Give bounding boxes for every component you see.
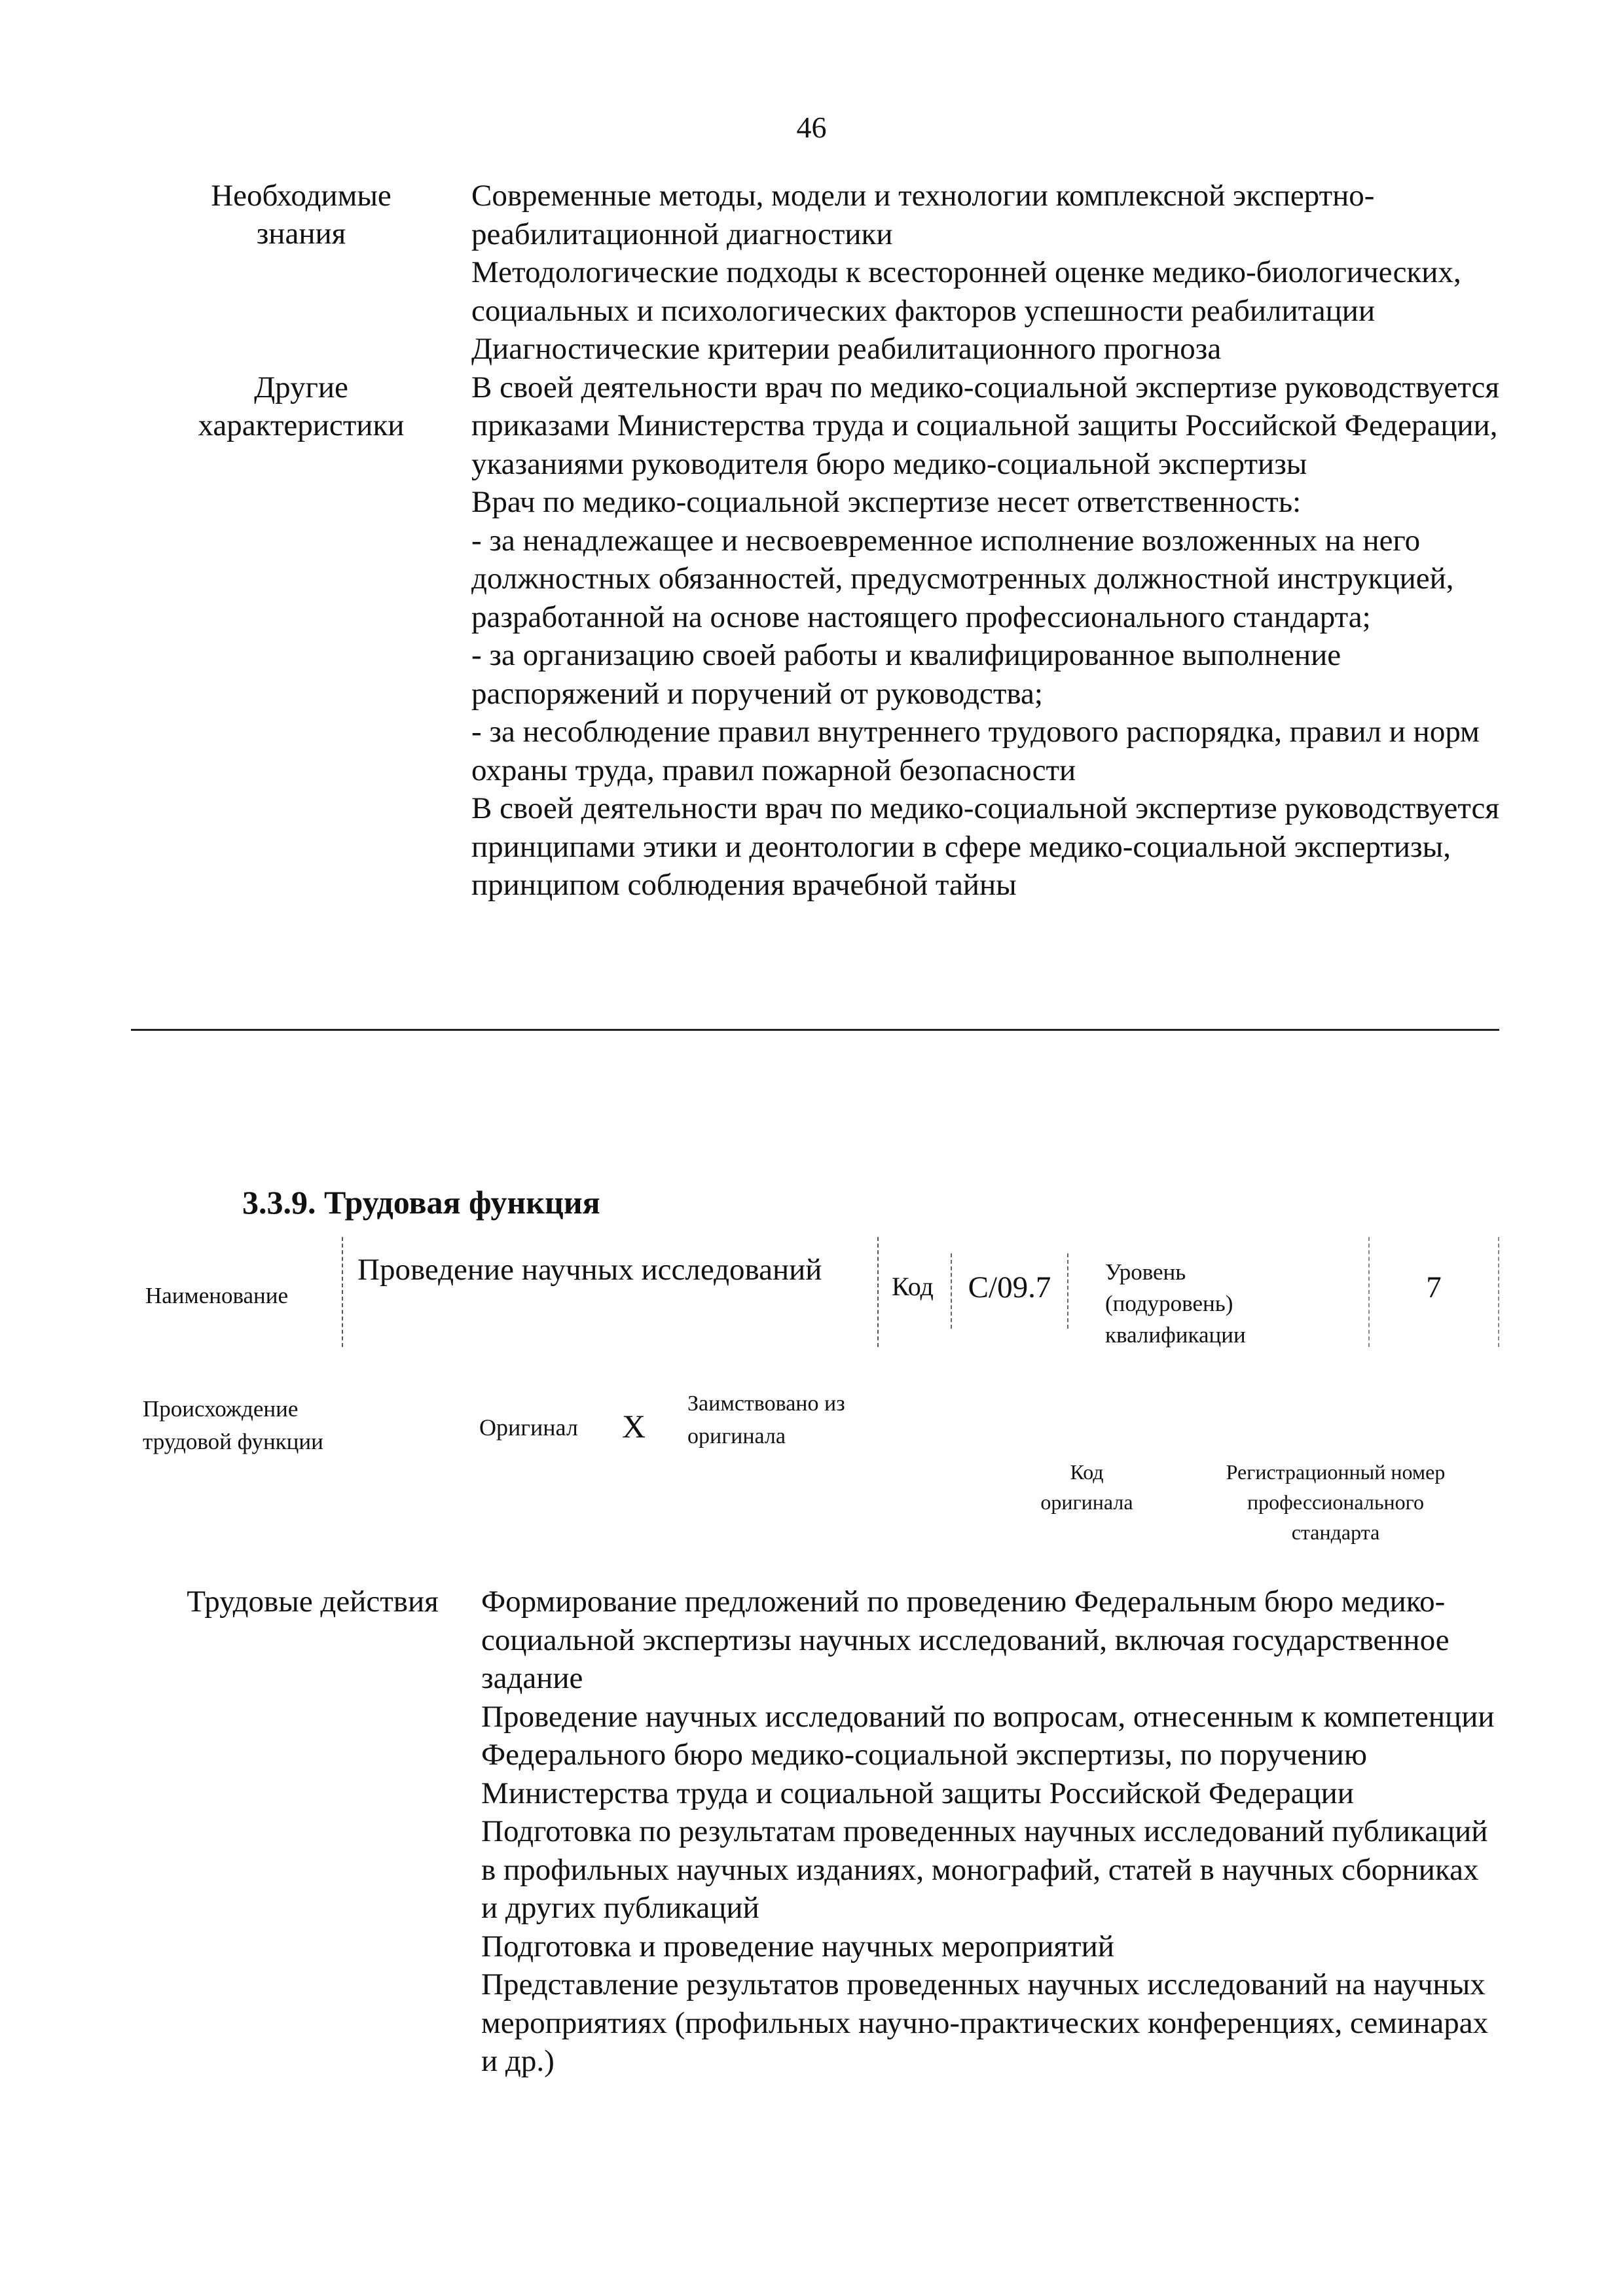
caption-line: оригинала — [1040, 1490, 1133, 1514]
origin-label — [143, 1393, 323, 1458]
code-box — [951, 1253, 1068, 1329]
knowledge-row — [131, 177, 1499, 368]
characteristics-table — [131, 177, 1499, 905]
knowledge-item: Современные методы, модели и технологии комплексной экспертно-реабилитационной диагностики — [471, 179, 1375, 251]
level-label-line: Уровень — [1105, 1259, 1186, 1285]
level-label-line: квалификации — [1105, 1322, 1246, 1348]
code-label: Код — [892, 1272, 934, 1301]
other-item: В своей деятельности врач по медико-социальной экспертизе руководствуется приказами Министерства труда и социальной защиты Российской Федерации, указаниями руководителя бюро медико-социальной экспертизы — [471, 370, 1500, 481]
labor-actions-label: Трудовые действия — [187, 1585, 439, 1619]
labor-action-item: Подготовка по результатам проведенных научных исследований публикаций в профильных научных изданиях, монографий, статей в научных сборниках и других публикаций — [481, 1814, 1488, 1925]
other-item: Врач по медико-социальной экспертизе несет ответственность: — [471, 485, 1302, 519]
page-number: 46 — [796, 111, 827, 144]
other-characteristics-content — [471, 368, 1499, 905]
level-label — [1105, 1257, 1246, 1351]
labor-actions-table — [131, 1583, 1499, 2081]
knowledge-label-line: знания — [256, 217, 346, 251]
other-item: В своей деятельности врач по медико-социальной экспертизе руководствуется принципами этики и деонтологии в сфере медико-социальной экспертизы, принципом соблюдения врачебной тайны — [471, 791, 1500, 902]
knowledge-label — [131, 177, 471, 368]
original-mark: X — [622, 1408, 646, 1444]
borrowed-label-line: Заимствовано из — [687, 1391, 845, 1416]
function-header — [0, 1237, 1623, 1368]
caption-line: профессионального — [1247, 1490, 1424, 1514]
level-box — [1368, 1237, 1499, 1347]
function-name-value: Проведение научных исследований — [357, 1253, 822, 1287]
registration-number-caption — [1192, 1457, 1480, 1547]
origin-label-line: Происхождение — [143, 1396, 299, 1422]
origin-label-line: трудовой функции — [143, 1429, 323, 1454]
original-label: Оригинал — [479, 1414, 578, 1441]
section-title: 3.3.9. Трудовая функция — [242, 1184, 600, 1221]
other-characteristics-row — [131, 368, 1499, 905]
labor-actions-content — [481, 1583, 1499, 2081]
other-label-line: Другие — [254, 370, 348, 404]
knowledge-item: Диагностические критерии реабилитационного прогноза — [471, 332, 1222, 366]
knowledge-label-line: Необходимые — [211, 179, 392, 213]
caption-line: Регистрационный номер — [1226, 1460, 1446, 1484]
borrowed-label-line: оригинала — [687, 1424, 786, 1448]
other-item: - за организацию своей работы и квалифицированное выполнение распоряжений и поручений от руководства; — [471, 638, 1341, 711]
table-bottom-rule — [131, 1029, 1499, 1031]
original-code-caption — [1008, 1457, 1165, 1517]
caption-line: Код — [1070, 1460, 1104, 1484]
other-item: - за несоблюдение правил внутреннего трудового распорядка, правил и норм охраны труда, правил пожарной безопасности — [471, 715, 1480, 787]
function-name-box — [342, 1237, 879, 1347]
other-item: - за ненадлежащее и несвоевременное исполнение возложенных на него должностных обязанностей, предусмотренных должностной инструкцией, разработанной на основе настоящего профессионального стандарта; — [471, 523, 1454, 634]
origin-block — [0, 1393, 1623, 1563]
labor-action-item: Проведение научных исследований по вопросам, отнесенным к компетенции Федерального бюро медико-социальной экспертизы, по поручению Министерства труда и социальной защиты Российской Федерации — [481, 1699, 1495, 1810]
level-label-line: (подуровень) — [1105, 1291, 1233, 1316]
other-label-line: характеристики — [198, 408, 405, 442]
labor-action-item: Подготовка и проведение научных мероприятий — [481, 1929, 1114, 1964]
knowledge-item: Методологические подходы к всесторонней оценке медико-биологических, социальных и психологических факторов успешности реабилитации — [471, 255, 1461, 328]
name-label: Наименование — [145, 1283, 289, 1308]
labor-action-item: Представление результатов проведенных научных исследований на научных мероприятиях (профильных научно-практических конференциях, семинарах и др.) — [481, 1967, 1489, 2078]
level-value: 7 — [1426, 1270, 1442, 1304]
knowledge-content — [471, 177, 1499, 368]
code-value: C/09.7 — [968, 1270, 1051, 1304]
caption-line: стандарта — [1291, 1520, 1380, 1544]
other-characteristics-label — [131, 368, 471, 905]
borrowed-label — [687, 1388, 845, 1453]
labor-action-item: Формирование предложений по проведению Федеральным бюро медико-социальной экспертизы научных исследований, включая государственное задание — [481, 1585, 1450, 1695]
